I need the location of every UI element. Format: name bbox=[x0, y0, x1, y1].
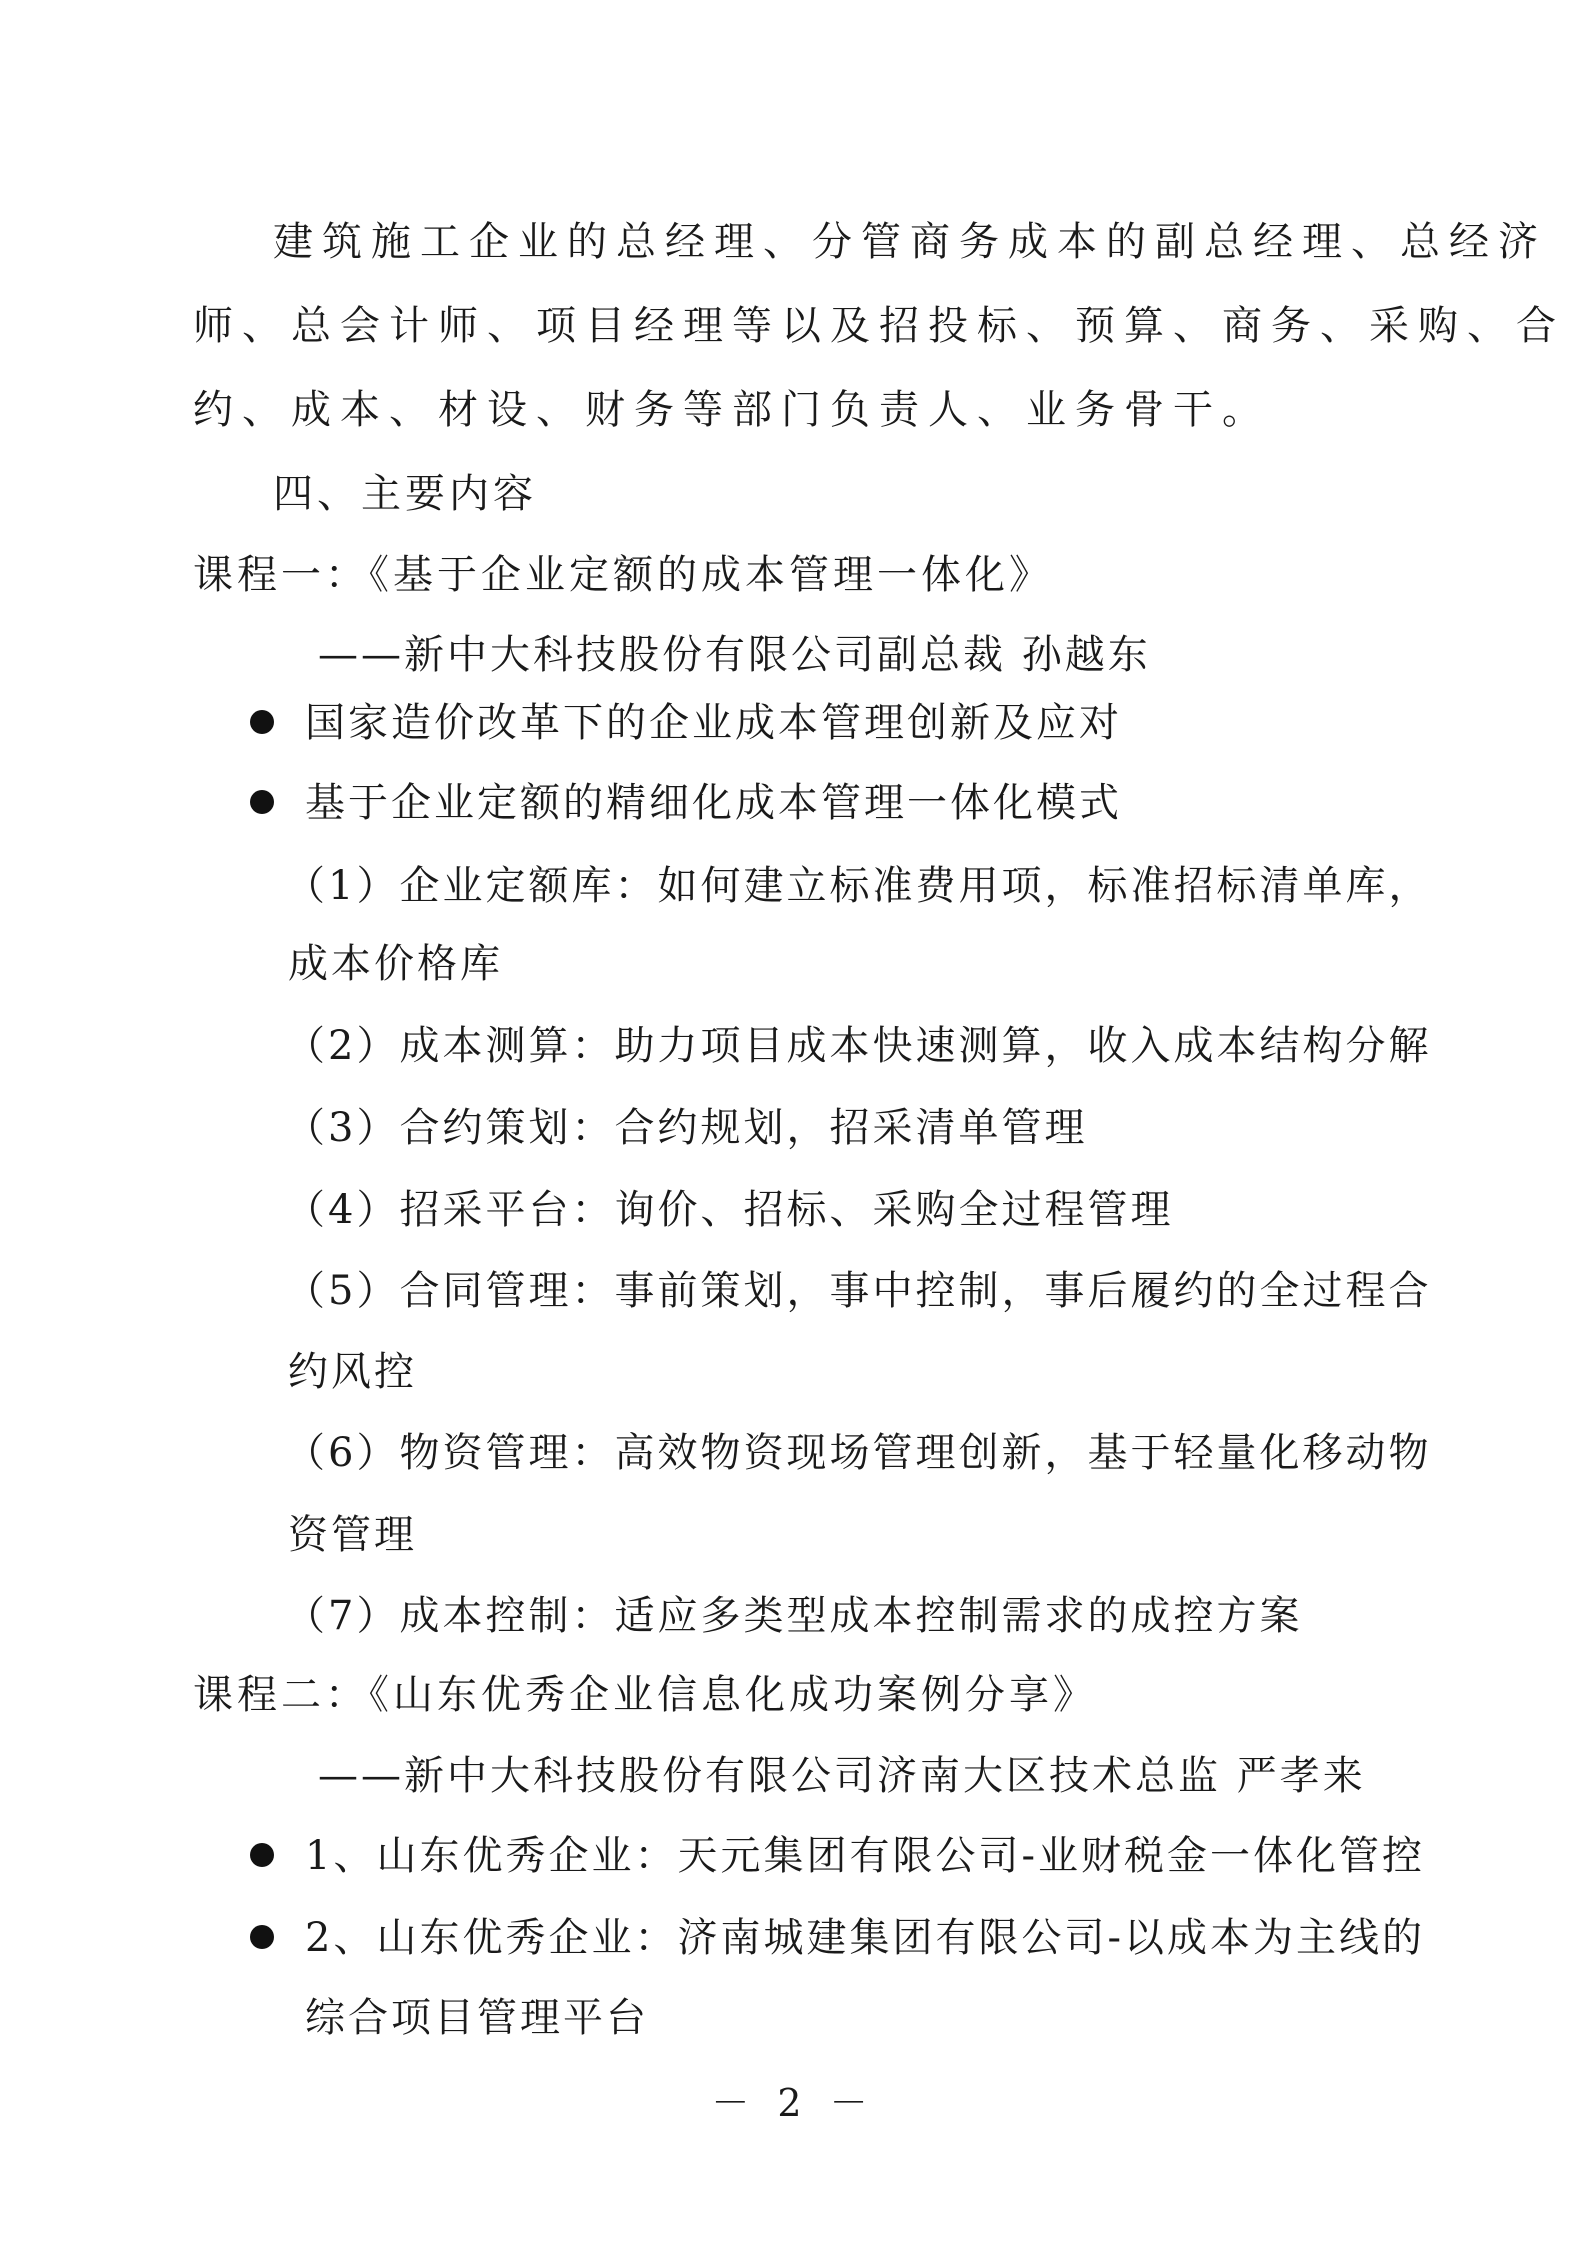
course1-item-1: （1）企业定额库：如何建立标准费用项，标准招标清单库， bbox=[285, 863, 1432, 909]
course1-item-4: （4）招采平台：询价、招标、采购全过程管理 bbox=[285, 1187, 1174, 1233]
course1-title: 课程一：《基于企业定额的成本管理一体化》 bbox=[193, 552, 1053, 598]
bullet-icon bbox=[250, 790, 274, 814]
course1-item-6-cont: 资管理 bbox=[288, 1512, 417, 1558]
intro-line-1: 建筑施工企业的总经理、分管商务成本的副总经理、总经济 bbox=[273, 219, 1547, 265]
course1-item-2: （2）成本测算：助力项目成本快速测算，收入成本结构分解 bbox=[285, 1023, 1432, 1069]
course1-item-6: （6）物资管理：高效物资现场管理创新，基于轻量化移动物 bbox=[285, 1430, 1432, 1476]
course1-bullet-2: 基于企业定额的精细化成本管理一体化模式 bbox=[305, 780, 1122, 826]
page-number: － 2 － bbox=[711, 2081, 876, 2125]
bullet-icon bbox=[250, 710, 274, 734]
course1-bullet-1: 国家造价改革下的企业成本管理创新及应对 bbox=[305, 700, 1122, 746]
intro-line-3: 约、成本、材设、财务等部门负责人、业务骨干。 bbox=[193, 387, 1271, 433]
course1-item-1-cont: 成本价格库 bbox=[288, 941, 503, 987]
course2-speaker: ——新中大科技股份有限公司济南大区技术总监 严孝来 bbox=[318, 1753, 1366, 1799]
bullet-icon bbox=[250, 1925, 274, 1949]
intro-line-2: 师、总会计师、项目经理等以及招投标、预算、商务、采购、合 bbox=[193, 303, 1565, 349]
course1-item-7: （7）成本控制：适应多类型成本控制需求的成控方案 bbox=[285, 1593, 1303, 1639]
bullet-icon bbox=[250, 1843, 274, 1867]
course2-bullet-1: 1、山东优秀企业：天元集团有限公司-业财税金一体化管控 bbox=[305, 1833, 1425, 1879]
course1-item-3: （3）合约策划：合约规划，招采清单管理 bbox=[285, 1105, 1088, 1151]
section-heading: 四、主要内容 bbox=[273, 471, 537, 517]
course2-title: 课程二：《山东优秀企业信息化成功案例分享》 bbox=[193, 1672, 1097, 1718]
course1-speaker: ——新中大科技股份有限公司副总裁 孙越东 bbox=[318, 632, 1151, 678]
course1-item-5-cont: 约风控 bbox=[288, 1349, 417, 1395]
course1-item-5: （5）合同管理：事前策划，事中控制，事后履约的全过程合 bbox=[285, 1268, 1432, 1314]
course2-bullet-2-cont: 综合项目管理平台 bbox=[305, 1995, 649, 2041]
course2-bullet-2: 2、山东优秀企业：济南城建集团有限公司-以成本为主线的 bbox=[305, 1915, 1425, 1961]
